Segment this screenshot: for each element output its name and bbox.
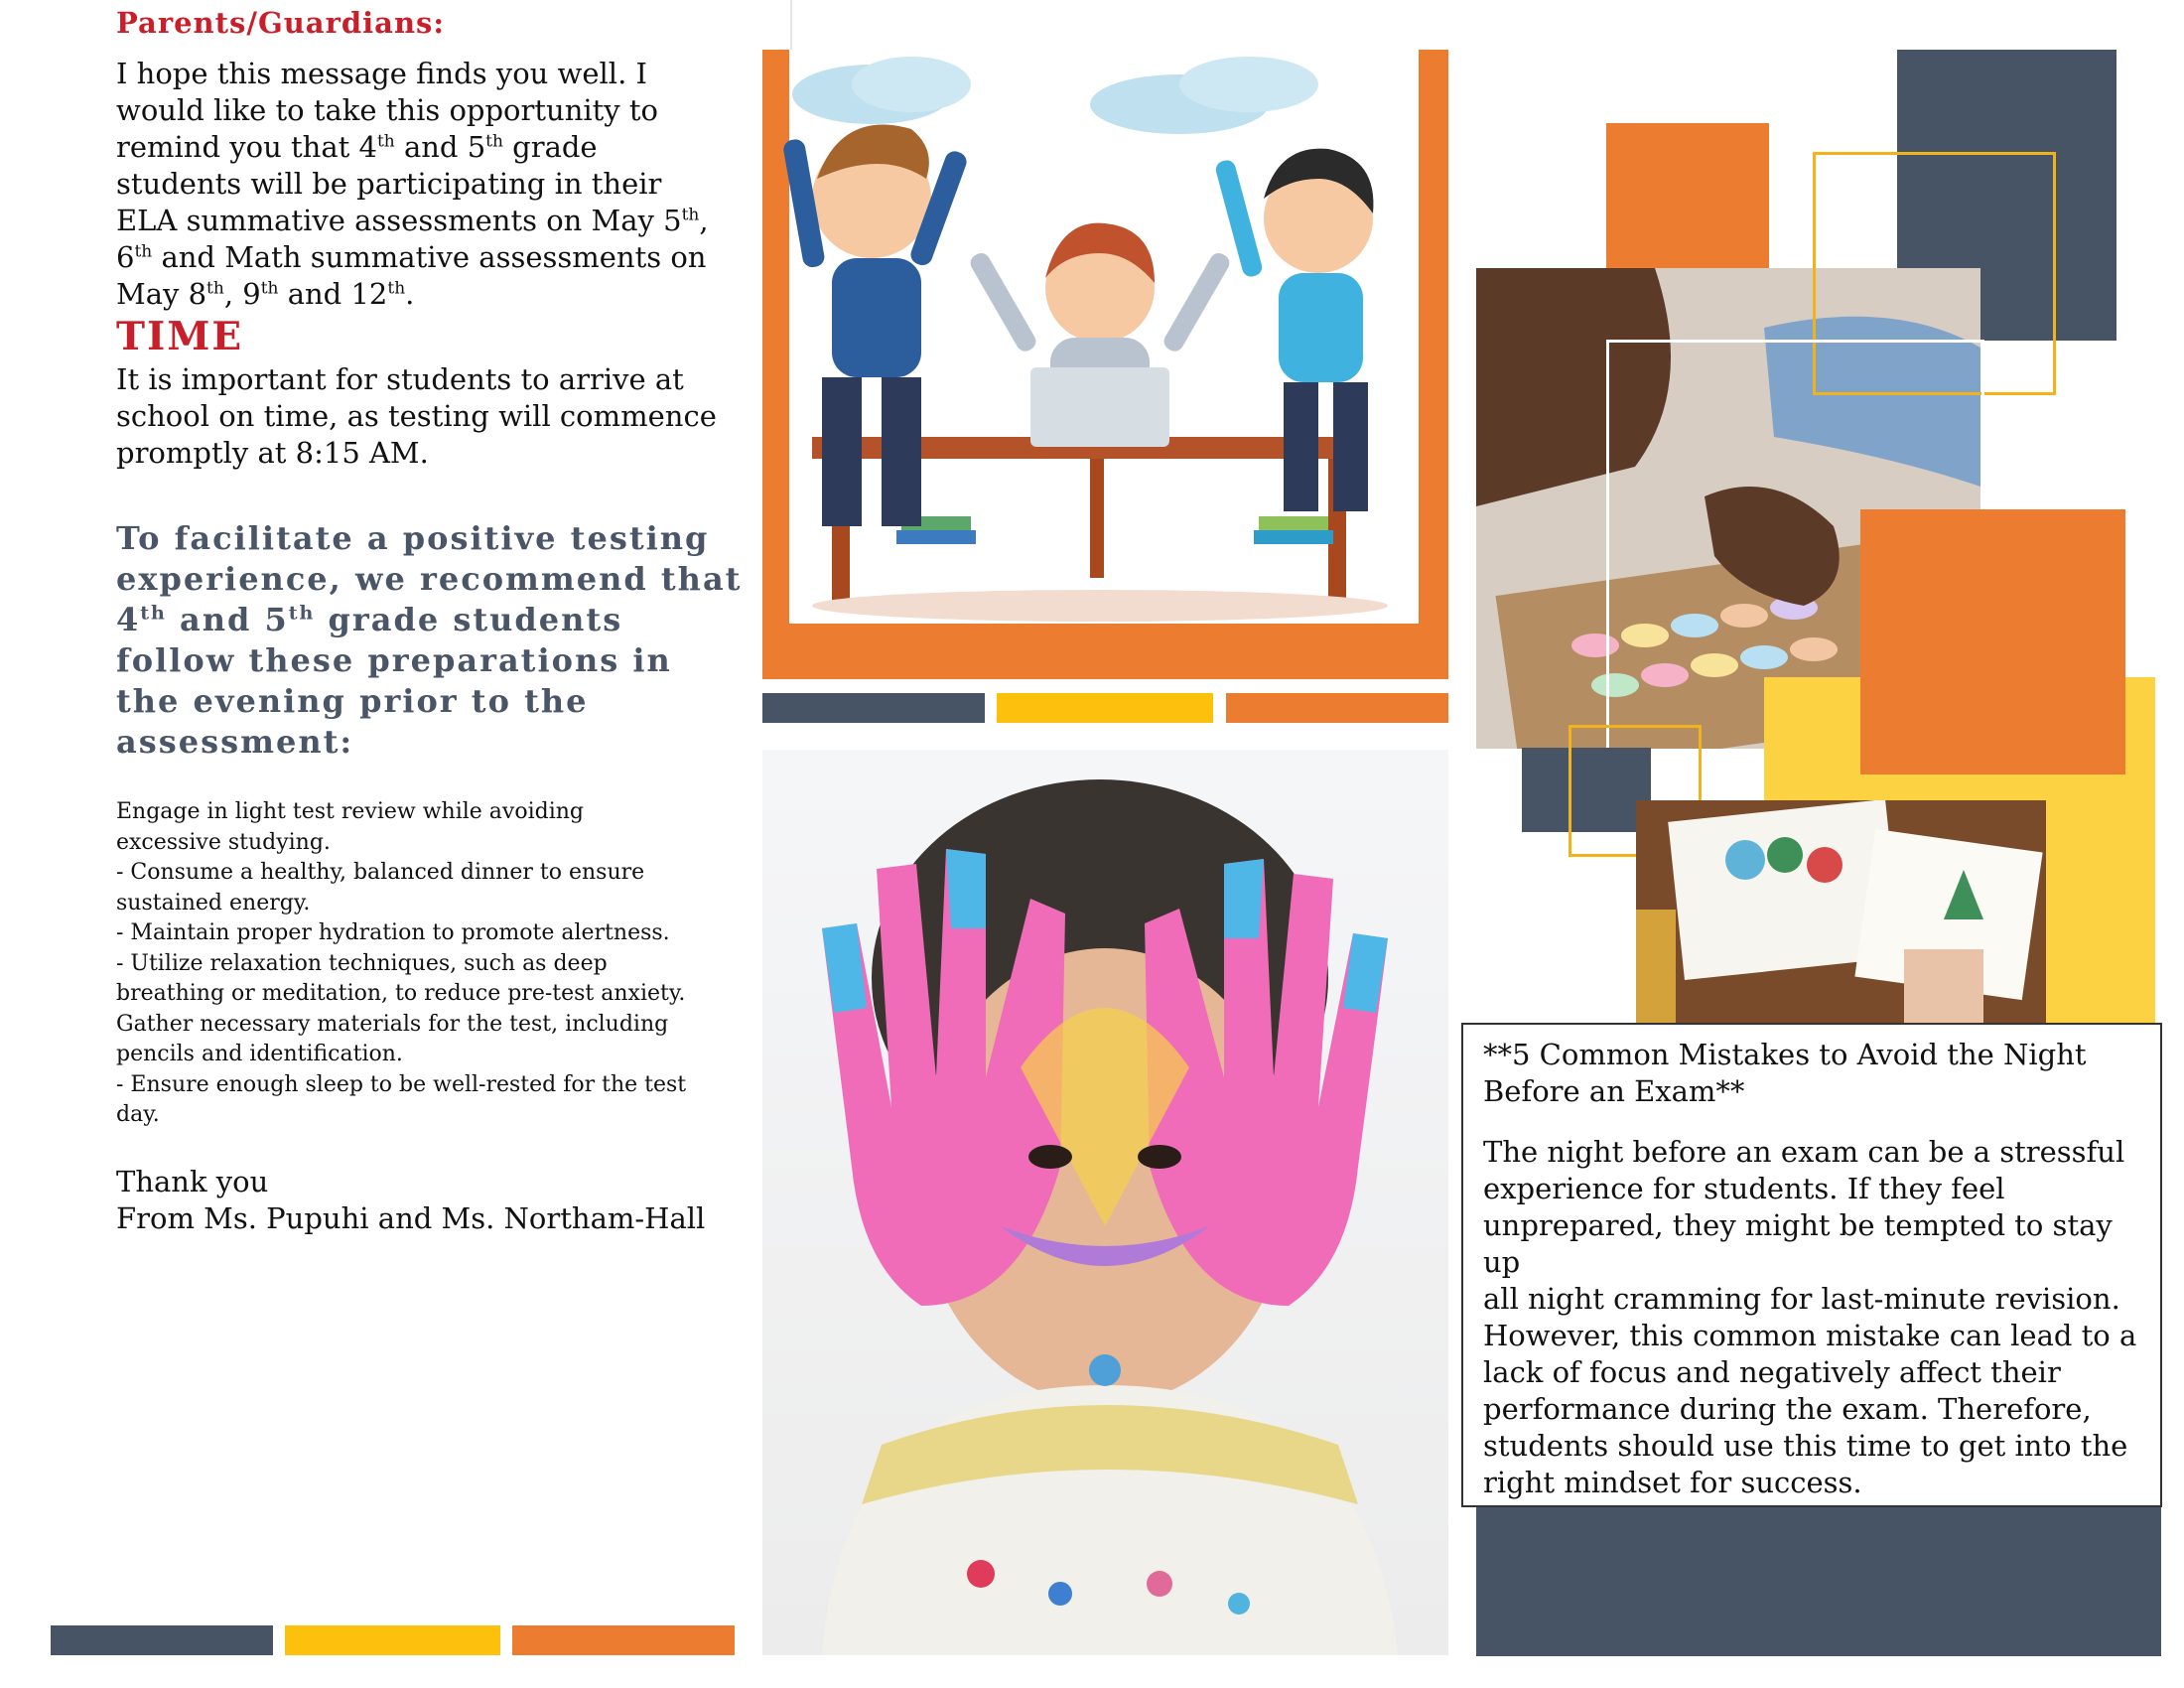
- prep-line-2: experience, we recommend that: [116, 560, 743, 598]
- intro-line-5: ELA summative assessments on May 5th,: [116, 204, 709, 237]
- list-item: - Utilize relaxation techniques, such as deep: [116, 950, 608, 976]
- callout-title: [1483, 1037, 2140, 1110]
- intro-line-1: I hope this message finds you well. I: [116, 57, 647, 90]
- callout-title-line-1: **5 Common Mistakes to Avoid the Night: [1483, 1038, 2087, 1071]
- drawing-photo: [1636, 800, 2046, 1023]
- time-heading: TIME: [116, 314, 244, 359]
- collage-square-orange-mid: [1860, 509, 2125, 774]
- column-divider: [790, 0, 792, 52]
- intro-line-7: May 8th, 9th and 12th.: [116, 277, 415, 311]
- callout-line: unprepared, they might be tempted to stay up: [1483, 1208, 2113, 1279]
- list-item: sustained energy.: [116, 890, 311, 915]
- callout-line: all night cramming for last-minute revision.: [1483, 1282, 2120, 1316]
- callout-line: students should use this time to get into the: [1483, 1429, 2128, 1463]
- list-item: excessive studying.: [116, 829, 331, 855]
- intro-line-2: would like to take this opportunity to: [116, 93, 659, 127]
- intro-line-4: students will be participating in their: [116, 167, 662, 201]
- prep-line-3: 4th and 5th grade students: [116, 601, 623, 638]
- time-line-3: promptly at 8:15 AM.: [116, 436, 429, 470]
- middle-bar-orange: [1226, 693, 1448, 723]
- prep-line-5: the evening prior to the: [116, 682, 589, 720]
- callout-line: The night before an exam can be a stressful: [1483, 1135, 2125, 1169]
- footer-bar-gold: [285, 1625, 500, 1655]
- child-painted-hands-image: [762, 750, 1448, 1655]
- time-line-1: It is important for students to arrive at: [116, 362, 684, 396]
- list-item: Engage in light test review while avoiding: [116, 799, 584, 824]
- middle-bar-gold: [997, 693, 1213, 723]
- list-item: pencils and identification.: [116, 1042, 403, 1066]
- callout-title-line-2: Before an Exam**: [1483, 1074, 1745, 1108]
- footer-bar-navy: [51, 1625, 273, 1655]
- greeting: Parents/Guardians:: [116, 6, 446, 40]
- callout-body: [1483, 1134, 2140, 1501]
- time-line-2: school on time, as testing will commence: [116, 399, 717, 433]
- list-item: - Maintain proper hydration to promote alertness.: [116, 920, 670, 945]
- students-cartoon-illustration: [762, 50, 1448, 679]
- time-paragraph: [116, 361, 732, 472]
- list-item: breathing or meditation, to reduce pre-test anxiety.: [116, 981, 686, 1006]
- exam-tips-callout: [1461, 1023, 2162, 1507]
- callout-line: experience for students. If they feel: [1483, 1172, 2005, 1205]
- list-item: Gather necessary materials for the test, including: [116, 1011, 669, 1037]
- prep-line-6: assessment:: [116, 723, 354, 761]
- intro-paragraph: [116, 56, 732, 313]
- list-item: - Consume a healthy, balanced dinner to ensure: [116, 860, 645, 885]
- cartoon-frame: [762, 50, 1448, 679]
- prep-line-1: To facilitate a positive testing: [116, 519, 710, 557]
- thanks-text: Thank you: [116, 1165, 269, 1198]
- closing: [116, 1164, 751, 1237]
- children-drawing-image: [1636, 800, 2046, 1023]
- middle-bar-navy: [762, 693, 985, 723]
- preparation-heading: [116, 518, 751, 763]
- signature-text: From Ms. Pupuhi and Ms. Northam-Hall: [116, 1201, 706, 1235]
- footer-bar-orange: [512, 1625, 735, 1655]
- callout-line: right mindset for success.: [1483, 1466, 1862, 1499]
- list-item: - Ensure enough sleep to be well-rested for the test: [116, 1071, 687, 1097]
- callout-line: performance during the exam. Therefore,: [1483, 1392, 2092, 1426]
- prep-line-4: follow these preparations in: [116, 641, 672, 679]
- callout-line: However, this common mistake can lead to a: [1483, 1319, 2137, 1352]
- collage-block-navy-bottom: [1476, 1507, 2161, 1656]
- collage-square-orange-top: [1606, 123, 1769, 268]
- callout-line: lack of focus and negatively affect their: [1483, 1355, 2061, 1389]
- intro-line-6: 6th and Math summative assessments on: [116, 240, 707, 274]
- intro-line-3: remind you that 4th and 5th grade: [116, 130, 598, 164]
- list-item: day.: [116, 1102, 160, 1127]
- painted-hands-photo: [762, 750, 1448, 1655]
- preparation-list: [116, 797, 751, 1131]
